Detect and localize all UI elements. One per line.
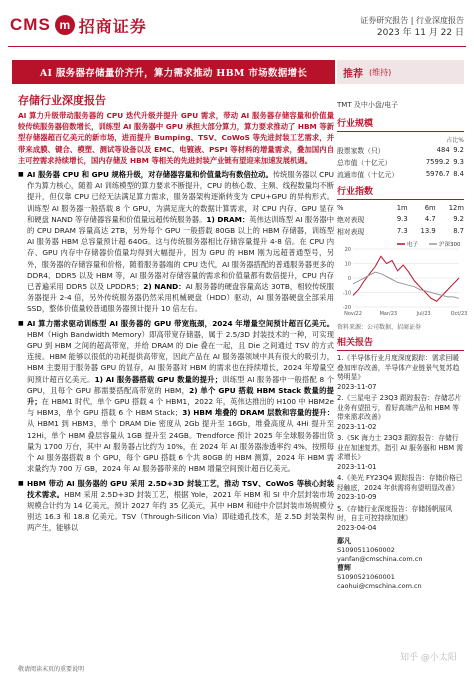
series-line-electronics [353, 256, 459, 301]
p2-c-text: 从 HBM1 到 HBM3，单个 DRAM Die 密度从 2Gb 提升至 16Gb，堆叠高度从 4Hi 提升至 12Hi，单个 HBM 叠层容量从 1GB 提升至 24GB。Trendforce 预计 2025 年全球服务器出货量为 1700 万台，其中 AI 服务器占比约为 10%，在 2024 年 AI 服务器渗透率约 4%，按照每个 AI 服务器搭载 8 个 GPU，每个 GPU 搭载 6 个共 80GB 的 HBM 测算，2024 年 HBM 需求量约为 700 万 GB，2024 年 AI 服务器带来的 HBM 增量空间预计超百亿美元。 [27, 419, 334, 474]
related-item[interactable] [337, 505, 464, 534]
sector-line: TMT 及中小盘/电子 [337, 101, 399, 109]
related-text: 2.《三星电子 23Q3 跟踪报告：存储芯片业务有望扭亏，看好高端产品和 HBM 等带来需求改善》 [337, 394, 462, 421]
scale-pct: 9.2 [453, 146, 464, 154]
scale-pct: 9.3 [453, 158, 464, 166]
index-header-cell: 1m [396, 204, 408, 212]
logo-company-name: 招商证券 [78, 16, 147, 36]
p2-c-heading: 3) HBM 堆叠的 DRAM 层数和容量的提升： [182, 408, 334, 418]
p1-dram-heading: 1) DRAM： [206, 214, 250, 224]
scale-label: 股票家数（只） [337, 147, 385, 155]
p3-heading: HBM 带动 AI 服务器的 GPU 采用 2.5D+3D 封装工艺，推动 TSV、CoWoS 等核心封装技术需求。 [27, 478, 334, 499]
logo-mark-icon: m [55, 15, 75, 35]
index-title: 行业指数 [337, 184, 464, 200]
index-header-cell: 6m [424, 204, 436, 212]
x-tick-label: Nov/22 [344, 311, 362, 317]
rating-label: 推荐 [343, 68, 363, 80]
x-tick-label: Jul/23 [416, 311, 431, 317]
analyst-list [337, 537, 464, 591]
y-tick-label: -20 [342, 305, 351, 311]
index-header-cell: 12m [448, 204, 464, 212]
related-date: 2023-11-07 [337, 382, 377, 391]
index-value: 8.7 [453, 227, 464, 235]
index-row [337, 213, 464, 225]
p2-a-text: 训练型 AI 服务器中一般搭配 8 个 GPU，且每个 GPU 都需要搭配高带宽的 HBM， [27, 374, 334, 395]
analyst-name: 鄢凡 [337, 537, 351, 545]
header-meta [360, 14, 464, 40]
p2-b-heading: 2) 单个 GPU 搭载 HBM Stack 数量的提升； [27, 385, 334, 407]
sidebar-spacer [337, 92, 464, 100]
p1-heading: AI 服务器 CPU 和 GPU 规格升级，对存储器容量和价值量均有数倍拉动。 [27, 170, 273, 180]
p1-nand-text: AI 服务器的硬盘容量高达 30TB，相较传统服务器提升 2-4 倍，另外传统服务器仍然采用机械硬盘（HDD）驱动，AI 服务器硬盘全部采用 SSD，整体价值量较普通服务器预计提升 10 倍左右。 [27, 282, 335, 314]
scale-pct: 8.4 [453, 170, 464, 178]
chart-source: 资料来源：公司数据、招商证券 [337, 324, 422, 331]
p1-nand-heading: 2) NAND： [143, 282, 186, 292]
related-date: 2023-10-09 [337, 493, 377, 501]
company-logo [10, 12, 147, 38]
related-date: 2023-11-02 [337, 422, 377, 431]
related-item[interactable] [337, 354, 464, 392]
scale-label: 总市值（十亿元） [337, 159, 392, 167]
scale-row [337, 156, 464, 168]
x-tick-label: Oct/23 [450, 311, 468, 317]
intro-paragraph: AI 算力升级带动服务器的 CPU 迭代升级并提升 GPU 需求，带动 AI 服务器存储容量和价值量较传统服务器倍数增长，训练型 AI 服务器中 GPU 承担大部分算力，算力要求推动了 HBM 等新型存储器超百亿美元的新市场，进而提升 Bumping、TSV、CoWoS 等先进封装工艺需求，并带来成膜、键合、模塑、测试等设备以及 EMC、电镀液、PSPI 等材料的增量需求，叠加国内自主可控需求持续增长，国内存储及 HBM 等相关的先进封装产业链有望迎来加速发展机遇。 [18, 111, 334, 165]
p2-b-text: 在 HBM1 时代，单个 GPU 搭载 4 个 HBM1，2022 年，英伟达推出的 H100 中 HBM2e 与 HBM3，单个 GPU 搭载 6 个 HBM Stack； [27, 397, 334, 418]
logo-cms-text: CMS [10, 15, 51, 34]
related-text: 5.《存储行业深度报告：存储扬帆展风时，自主可控持续加速》 [337, 504, 453, 522]
scale-unit: 占比% [446, 137, 464, 144]
related-date: 2023-11-01 [337, 462, 377, 471]
scale-value: 5976.7 [425, 170, 450, 178]
paragraph-1 [18, 169, 334, 315]
p1-dram-text: 英伟达训练型 AI 服务器中的 CPU DRAM 容量高达 2TB，另外每个 GPU 一般搭载 80GB 以上的 HBM 存储器，训练型 AI 服务器 HBM 总容量预计超 640G。这与传统服务器相比存储容量提升 4-8 倍。在 CPU 内存、GPU 内存中存储器价值量均得到大幅提升，因为 GPU 的 HBM 刚为远超普通型号，另外，服务器的存储容量和价格，随着服务器端的 CPU 迭代，AI 服务器搭配的普通服务器更多的 DDR4、DDR5 以及 HBM 等，AI 服务器对存储容量的需求和价值量都有数倍提升，CPU 内存已普遍采用 DDR5 以及 LPDDR5； [27, 214, 335, 292]
p2-heading: AI 算力需求驱动训练型 AI 服务器的 GPU 带宽瓶颈，2024 年增量空间预计超百亿美元。 [27, 318, 334, 328]
analyst-entry [337, 564, 464, 591]
report-type: 证券研究报告 | 行业深度报告 [360, 16, 464, 25]
y-tick-label: 10 [344, 261, 351, 268]
legend-label: 电子 [407, 242, 419, 248]
y-tick-label: 0 [347, 276, 351, 282]
related-text: 1.《半导体行业月度深度跟踪：需求回暖叠加库存改善，半导体产业链景气复苏趋势明显》 [337, 354, 460, 381]
p2-a-heading: 1) AI 服务器搭载 GPU 数量的提升； [94, 374, 222, 384]
section-title: 存储行业深度报告 [18, 94, 106, 107]
index-chart-svg [337, 239, 468, 321]
index-value: 9.2 [453, 215, 464, 223]
p3-text: HBM 采用 2.5D+3D 封装工艺，根据 Yole，2021 年 HBM 和 SI 中介层封装市场规模合计约为 14 亿美元，预计 2027 年约 35 亿美元，其中 HBM 和硅中介层封装市场规模分别达 16.3 和 18.8 亿美元。TSV（Through-Silicon Via）即硅通孔技术，是 2.5D 封装架构两产生，能够以 [27, 489, 335, 533]
analyst-email[interactable]: caohui@cmschina.com.cn [337, 582, 422, 590]
x-tick-label: Mar/23 [379, 311, 398, 317]
watermark: 知乎 @小太阳 [400, 653, 457, 663]
sidebar [337, 92, 468, 591]
related-text: 4.《美光 FY23Q4 跟踪报告：存储价格已经触底，2024 年供需将有望明显改善》 [337, 474, 463, 492]
index-value: 7.3 [396, 227, 408, 235]
paragraph-3 [18, 478, 334, 534]
analyst-id: S1090511060002 [337, 546, 395, 554]
related-item[interactable] [337, 434, 464, 472]
related-date: 2023-04-04 [337, 523, 377, 532]
y-tick-label: 20 [344, 247, 351, 253]
y-tick-label: -10 [342, 290, 351, 297]
rating-box [337, 60, 464, 84]
p2-text: HBM（High Bandwidth Memory）即高带宽存储器，属于 2.5/3D 封装技术的一种，可实现 GPU 到 HBM 之间的超高带宽，并给 DRAM 的 Die 叠在一起，且 Die 之间通过 TSV 的方式连接。HBM 能够以很低的功耗提供高带宽，因此产品在 AI 服务器领域中具有很大的吸引力，HBM 主要用于服务器 GPU 的显存，AI 服务器对 HBM 的需求也在持续增长，2024 年增量空间预计超百亿美元。 [27, 329, 334, 384]
related-text: 3.《SK 海力士 23Q3 跟踪报告：存储行业在加速复苏，指引 AI 服务器和 HBM 需求增长》 [337, 434, 464, 461]
index-row [337, 225, 464, 237]
related-title: 相关报告 [337, 335, 464, 351]
index-chart [337, 239, 468, 321]
legend-label: 沪深300 [439, 242, 461, 248]
index-label: 绝对表现 [337, 216, 365, 224]
footer-note: 敬请阅读末页的重要说明 [18, 666, 85, 673]
header-rule [8, 46, 466, 47]
scale-row [337, 144, 464, 156]
analyst-entry [337, 537, 464, 564]
scale-label: 流通市值（十亿元） [337, 171, 399, 179]
main-body [18, 110, 334, 537]
analyst-email[interactable]: yanfan@cmschina.com.cn [337, 555, 423, 563]
index-value: 13.9 [420, 227, 436, 235]
rating-sub: (维持) [369, 67, 392, 77]
scale-value: 484 [436, 146, 450, 154]
analyst-name: 曹辉 [337, 564, 351, 572]
analyst-id: S1090521060001 [337, 573, 395, 581]
index-value: 4.7 [424, 215, 436, 223]
report-title: AI 服务器存储量价齐升，算力需求推动 HBM 市场数据增长 [12, 60, 335, 84]
report-date: 2023 年 11 月 22 日 [376, 28, 464, 38]
related-list [337, 354, 464, 533]
index-table [337, 203, 464, 237]
index-label: 相对表现 [337, 228, 365, 236]
scale-title: 行业规模 [337, 116, 464, 132]
scale-value: 7599.2 [425, 158, 450, 166]
scale-table [337, 144, 464, 180]
p1-text: 传统服务器以 CPU 作为算力核心，随着 AI 训练模型的算力要求不断提升，CPU 的核心数、主频、线程数量均不断提升，但仅靠 CPU 已经无法满足算力需求，服务器架构逐渐转变为 CPU+GPU 的异构形式。训练型 AI 服务器一般搭载 8 个 GPU，为满足庞大的数据计算需求，对 CPU 内存、GPU 显存和硬盘 NAND 等存储器容量和价值量远超传统服务器。 [27, 170, 335, 224]
scale-row [337, 168, 464, 180]
index-header-cell: % [337, 204, 344, 212]
related-item[interactable] [337, 474, 464, 503]
paragraph-2 [18, 318, 334, 475]
index-value: 9.3 [396, 215, 408, 223]
related-item[interactable] [337, 394, 464, 432]
